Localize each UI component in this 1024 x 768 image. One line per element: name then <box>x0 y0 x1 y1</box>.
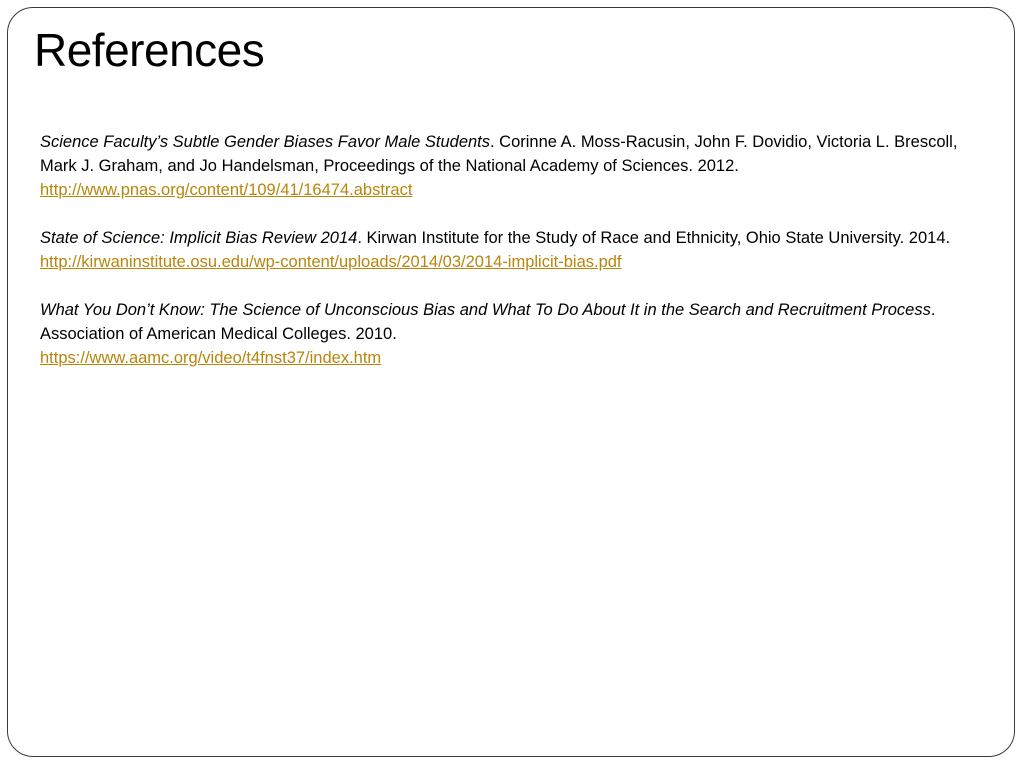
reference-link[interactable]: https://www.aamc.org/video/t4fnst37/index.htm <box>40 349 382 367</box>
reference-details: . Kirwan Institute for the Study of Race and Ethnicity, Ohio State University. 2014. <box>357 229 951 247</box>
reference-item <box>40 226 970 274</box>
reference-details: . Corinne A. Moss-Racusin, John F. Dovidio, Victoria L. Brescoll, Mark J. Graham, and Jo Handelsman, Proceedings of the National Academy of Sciences. 2012. <box>40 133 958 175</box>
slide-title: References <box>34 24 265 76</box>
reference-link[interactable]: http://www.pnas.org/content/109/41/16474.abstract <box>40 181 413 199</box>
reference-title: What You Don’t Know: The Science of Unconscious Bias and What To Do About It in the Search and Recruitment Process <box>40 301 931 319</box>
reference-link[interactable]: http://kirwaninstitute.osu.edu/wp-content/uploads/2014/03/2014-implicit-bias.pdf <box>40 253 622 271</box>
reference-title: Science Faculty’s Subtle Gender Biases Favor Male Students <box>40 133 491 151</box>
reference-item <box>40 130 970 202</box>
reference-title: State of Science: Implicit Bias Review 2014 <box>40 229 358 247</box>
reference-details: . Association of American Medical Colleges. 2010. <box>40 301 936 343</box>
references-list <box>40 130 970 394</box>
reference-item <box>40 298 970 370</box>
